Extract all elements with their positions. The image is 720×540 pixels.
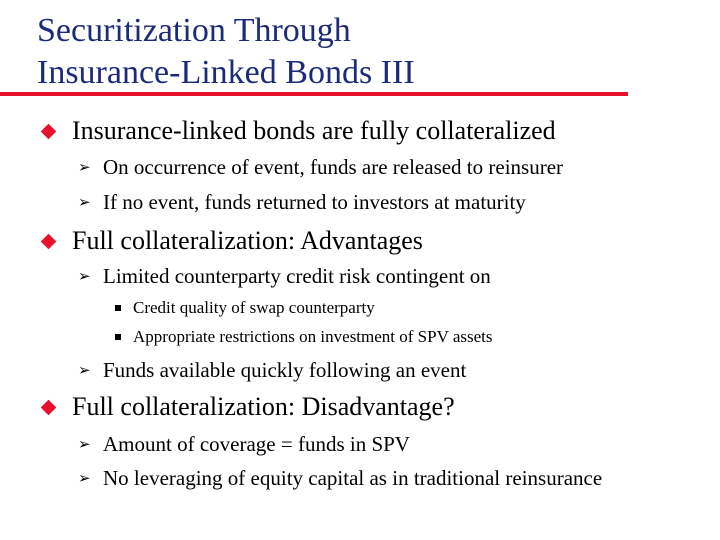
bullet-text: No leveraging of equity capital as in traditional reinsurance xyxy=(103,466,603,490)
bullet-text: Full collateralization: Disadvantage? xyxy=(72,392,455,421)
bullet-item xyxy=(72,226,423,256)
sub-sub-bullet-item xyxy=(133,326,492,348)
sub-bullet-item xyxy=(78,154,564,180)
sub-bullet-item xyxy=(78,189,526,215)
title-line-1: Securitization Through xyxy=(37,12,351,49)
bullet-text: Appropriate restrictions on investment of SPV assets xyxy=(133,327,493,346)
arrow-bullet-icon: ➢ xyxy=(78,267,91,285)
slide-title xyxy=(37,10,415,94)
square-bullet-icon xyxy=(115,305,121,311)
red-diamond-bullet-icon xyxy=(41,124,57,140)
sub-bullet-item xyxy=(78,465,603,491)
sub-sub-bullet-item xyxy=(133,297,375,319)
bullet-item xyxy=(72,116,556,146)
title-underline xyxy=(0,92,628,96)
bullet-text: Full collateralization: Advantages xyxy=(72,226,423,255)
bullet-text: On occurrence of event, funds are released to reinsurer xyxy=(103,155,564,179)
title-line-2: Insurance-Linked Bonds III xyxy=(37,54,415,91)
bullet-text: Funds available quickly following an event xyxy=(103,358,467,382)
arrow-bullet-icon: ➢ xyxy=(78,193,91,211)
sub-bullet-item xyxy=(78,263,491,289)
bullet-text: If no event, funds returned to investors at maturity xyxy=(103,190,526,214)
bullet-item xyxy=(72,392,455,422)
red-diamond-bullet-icon xyxy=(41,234,57,250)
arrow-bullet-icon: ➢ xyxy=(78,361,91,379)
bullet-text: Limited counterparty credit risk contingent on xyxy=(103,264,491,288)
sub-bullet-item xyxy=(78,431,410,457)
sub-bullet-item xyxy=(78,357,467,383)
bullet-text: Credit quality of swap counterparty xyxy=(133,298,375,317)
bullet-text: Insurance-linked bonds are fully collateralized xyxy=(72,116,556,145)
square-bullet-icon xyxy=(115,334,121,340)
arrow-bullet-icon: ➢ xyxy=(78,435,91,453)
arrow-bullet-icon: ➢ xyxy=(78,469,91,487)
arrow-bullet-icon: ➢ xyxy=(78,158,91,176)
bullet-text: Amount of coverage = funds in SPV xyxy=(103,432,410,456)
red-diamond-bullet-icon xyxy=(41,400,57,416)
